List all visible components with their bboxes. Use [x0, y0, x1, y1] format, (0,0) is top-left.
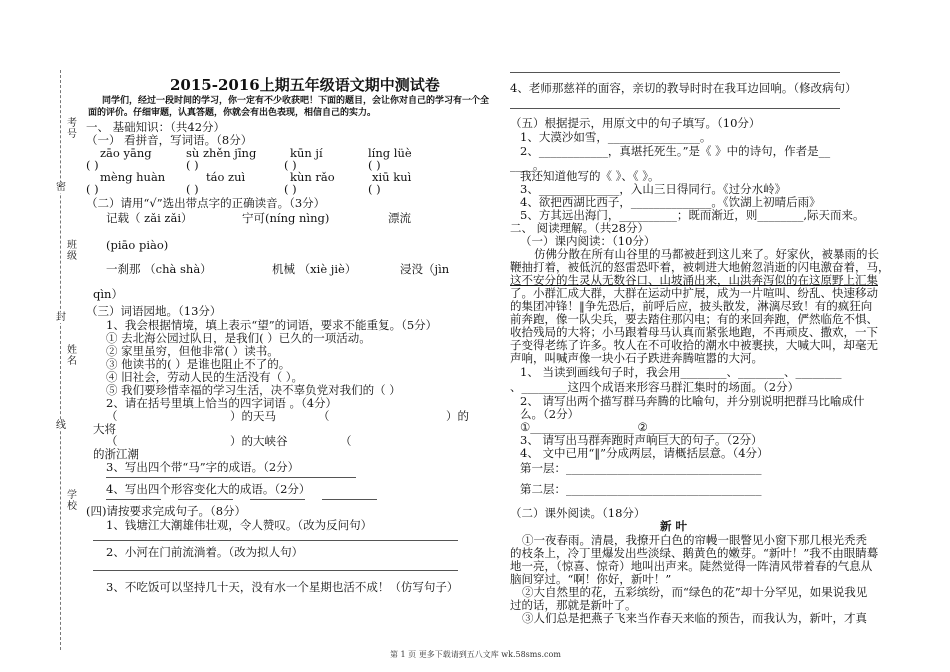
answer-line-q3-4c[interactable]	[250, 499, 305, 500]
r1-3: 3、 请写出马群奔跑时声响巨大的句子。（2分）	[520, 433, 763, 447]
passage1-line-2: 鞭抽打着，被低沉的怒雷恐吓着，被刺进大地俯忽消逝的闪电激奋着，马，	[510, 260, 890, 274]
q2-item-1[interactable]: 记载（ zǎi zǎi）	[106, 211, 193, 225]
q5-5[interactable]: 5、方其远出海门，__________；既而渐近，则________,际天而来。	[520, 208, 865, 222]
q3-title: （三）词语园地。（13分）	[86, 304, 222, 318]
blank-1[interactable]: ( )	[86, 158, 99, 172]
answer-line-q4-2[interactable]	[93, 570, 458, 571]
q3-2-line4: 的浙江潮	[93, 447, 139, 461]
pinyin-5: mèng huàn	[100, 170, 166, 184]
r1-4: 4、 文中已用“‖”分成两层，请概括层意。（4分）	[520, 446, 769, 460]
passage1-line-4: 了。小群汇成大群，大群在运动中扩展，成为一片喧叫、纷乱、快速移动	[510, 286, 878, 300]
part1-heading: 一、 基础知识：（共42分）	[86, 120, 226, 134]
r1-2c[interactable]: ①__________________ ②__________________	[520, 420, 752, 434]
page-title: 2015-2016上期五年级语文期中测试卷	[170, 76, 440, 94]
q3-2-line1d: ）的	[446, 409, 469, 423]
passage1-line-1: 仿佛分散在所有山谷里的马都被赶到这儿来了。好家伙，被暴雨的长	[534, 247, 879, 261]
blank-8[interactable]: ( )	[368, 182, 381, 196]
q4-title: (四)请按要求完成句子。（8分）	[86, 504, 247, 518]
r1-1b[interactable]: 、________这四个成语来形容马群汇集时的场面。（2分）	[510, 380, 800, 394]
q3-2-line1b: ）的天马	[230, 409, 276, 423]
q4-4: 4、老师那慈祥的面容，亲切的教导时时在我耳边回响。（修改病句）	[510, 81, 857, 95]
seal-mark-2: 封	[56, 312, 66, 323]
q3-1: 1、我会根据情境，填上表示“望”的词语，要求不能重复。（5分）	[106, 318, 438, 332]
blank-2[interactable]: ( )	[186, 158, 199, 172]
pinyin-4: líng lüè	[368, 146, 412, 160]
q3-2-line3c[interactable]: （	[340, 434, 352, 448]
r1-1a[interactable]: 1、 当读到画线句子时，我会用________、________、________	[520, 365, 842, 379]
q4-2: 2、小河在门前流淌着。（改为拟人句）	[106, 545, 304, 559]
q3-3: 3、写出四个带“马”字的成语。（2分）	[106, 460, 300, 474]
r1-4b[interactable]: 第二层：__________________________________	[520, 482, 762, 496]
r1-2b: 么。（2分）	[520, 407, 580, 421]
q5-2a[interactable]: 2、____________，真堪托死生。”是《 》中的诗句，作者是__	[520, 144, 831, 158]
answer-line-q3-3[interactable]	[106, 477, 356, 478]
q1-title: （一） 看拼音，写词语。（8分）	[86, 133, 253, 147]
q5-2b[interactable]: ____。	[510, 158, 545, 172]
essay-line-4: 脑间穿过。“啊！你好，新叶！”	[510, 572, 672, 586]
class-label: 班级	[67, 240, 77, 262]
pinyin-1: zāo yāng	[100, 146, 152, 160]
intro-line-2: 面的评价。仔细审题，认真答题，你就会有出色表现，相信自己的实力。	[88, 108, 377, 118]
pinyin-7: kùn rǎo	[290, 170, 335, 184]
pinyin-6: táo zuì	[206, 170, 246, 184]
pinyin-8: xiū kuì	[372, 170, 412, 184]
q5-2c[interactable]: 我还知道他写的《 》、《 》。	[520, 169, 660, 183]
essay-line-1: ①一夜春雨。清晨，我撩开白色的帘幔一眼瞥见小窗下那几根光秃秃	[522, 533, 867, 547]
essay-line-5: ②大自然里的花，五彩缤纷，而“绿色的花”却十分罕见，如果说我见	[522, 585, 868, 599]
q3-2-line3a[interactable]: （	[106, 434, 118, 448]
q2-item-6[interactable]: 机械 （xiè jiè）	[272, 262, 357, 276]
essay-line-3: 地一亮，（惊喜、惊奇）地叫出声来。陡然觉得一阵清风带着春的气息从	[510, 559, 873, 573]
q3-2-line3b: ）的大峡谷	[230, 434, 288, 448]
passage1-line-3: 这不安分的生灵从无数谷口、山坡涌出来，山洪奔泻似的在这原野上汇集	[510, 273, 878, 287]
essay-line-7: ③人们总是把燕子飞来当作春天来临的预告，而我认为，新叶，才真	[522, 611, 867, 625]
answer-line-q3-4a[interactable]	[106, 499, 161, 500]
exam-no-label: 考号	[67, 118, 77, 140]
essay-line-6: 过的话，那就是新叶了。	[510, 598, 637, 612]
q2-title: （二）请用“√”选出带点字的正确读音。（3分）	[86, 196, 326, 210]
answer-line-q3-4d[interactable]	[322, 499, 377, 500]
q3-1-item-2[interactable]: ② 家里虽穷，但他非常( ）读书。	[106, 344, 279, 358]
answer-line-q4-3[interactable]	[510, 72, 840, 73]
q5-3[interactable]: 3、______________，入山三日得同行。《过分水岭》	[520, 182, 787, 196]
q3-2-line1a[interactable]: （	[106, 409, 118, 423]
q3-2: 2、请在括号里填上恰当的四字词语 。（4分）	[106, 396, 338, 410]
read2-title: （二）课外阅读。（18分）	[510, 506, 646, 520]
binding-line	[60, 70, 61, 650]
q3-4: 4、写出四个形容变化大的成语。（2分）	[106, 482, 311, 496]
q3-1-item-4[interactable]: ④ 旧社会，劳动人民的生活没有（ ）。	[106, 370, 304, 384]
q3-2-line2: 大将	[93, 422, 116, 436]
q2-item-3[interactable]: 漂流	[388, 211, 411, 225]
passage1-line-9: 声响，叫喊声像一块小石子跌进奔腾喧嚣的大河。	[510, 351, 763, 365]
pinyin-3: kūn jí	[290, 146, 323, 160]
part2-heading: 二、 阅读理解。（共28分）	[510, 221, 650, 235]
q4-3: 3、不吃饭可以坚持几十天，没有水一个星期也活不成！（仿写句子）	[106, 580, 459, 594]
seal-mark: 密	[56, 182, 66, 193]
q5-1[interactable]: 1、大漠沙如雪，________________。	[520, 130, 712, 144]
q2-item-4[interactable]: (piāo piào)	[106, 238, 169, 252]
blank-3[interactable]: ( )	[284, 158, 297, 172]
passage1-line-6: 前奔跑，像一队尖兵，要去踏住那闪电；有的来回奔跑，俨然临危不惧、	[510, 312, 878, 326]
passage1-line-8: 子变得老练了许多。牧人在不可收拾的潮水中被裹挟，大喊大叫，却毫无	[510, 338, 878, 352]
q3-1-item-1[interactable]: ① 去北海公园过队日，是我们( ）已久的一项活动。	[106, 331, 371, 345]
read1-title: （一）课内阅读：（10分）	[520, 234, 656, 248]
q5-title: （五）根据提示，用原文中的句子填写。（10分）	[510, 116, 761, 130]
answer-line-q3-4b[interactable]	[178, 499, 233, 500]
q2-item-2[interactable]: 宁可(níng nìng)	[242, 211, 330, 225]
blank-6[interactable]: ( )	[186, 182, 199, 196]
school-label: 学校	[67, 490, 77, 512]
passage1-line-5: 的集团冲锋！‖争先恐后，前呼后应，披头散发，淋漓尽致！有的疯狂向	[510, 299, 873, 313]
answer-line-q4-4[interactable]	[510, 108, 840, 109]
q3-2-line1c[interactable]: （	[318, 409, 330, 423]
q2-item-8[interactable]: qìn）	[93, 287, 123, 301]
intro-line-1: 同学们，经过一段时间的学习，你一定有不少收获吧！下面的题目，会让你对自己的学习有一个全	[102, 96, 490, 106]
q5-4[interactable]: 4、欲把西湖比西子，______________。《饮湖上初晴后雨》	[520, 195, 821, 209]
q2-item-5[interactable]: 一刹那 （chà shà）	[106, 262, 212, 276]
q3-1-item-5[interactable]: ⑤ 我们要珍惜幸福的学习生活，决不辜负党对我们的（ ）	[106, 383, 401, 397]
pinyin-2: sù zhěn jīng	[186, 146, 257, 160]
essay-line-2: 的枝条上，冷丁里爆发出些淡绿、鹅黄色的嫩芽。“新叶！”我不由眼睛蓦	[510, 546, 879, 560]
page-footer: 第 1 页 更多下载请到五八文库 wk.58sms.com	[390, 650, 561, 659]
r1-4a[interactable]: 第一层：__________________________________	[520, 461, 762, 475]
blank-7[interactable]: ( )	[284, 182, 297, 196]
q4-1: 1、钱塘江大潮雄伟壮观，令人赞叹。（改为反问句）	[106, 518, 373, 532]
r1-2a: 2、 请写出两个描写群马奔腾的比喻句，并分别说明把群马比喻成什	[520, 394, 865, 408]
blank-4[interactable]: ( )	[368, 158, 381, 172]
seal-mark-3: 线	[56, 420, 66, 431]
q2-item-7[interactable]: 浸没（jìn	[400, 262, 450, 276]
essay-title: 新 叶	[660, 519, 688, 533]
answer-line-q4-1[interactable]	[93, 540, 458, 541]
name-label: 姓名	[67, 345, 77, 367]
blank-5[interactable]: ( )	[86, 182, 99, 196]
passage1-line-7: 收拾残局的大将；小马跟着母马认真而紧张地跑，不再顽皮、撒欢，一下	[510, 325, 878, 339]
q3-1-item-3[interactable]: ③ 他读书的( ）是谁也阻止不了的。	[106, 357, 291, 371]
